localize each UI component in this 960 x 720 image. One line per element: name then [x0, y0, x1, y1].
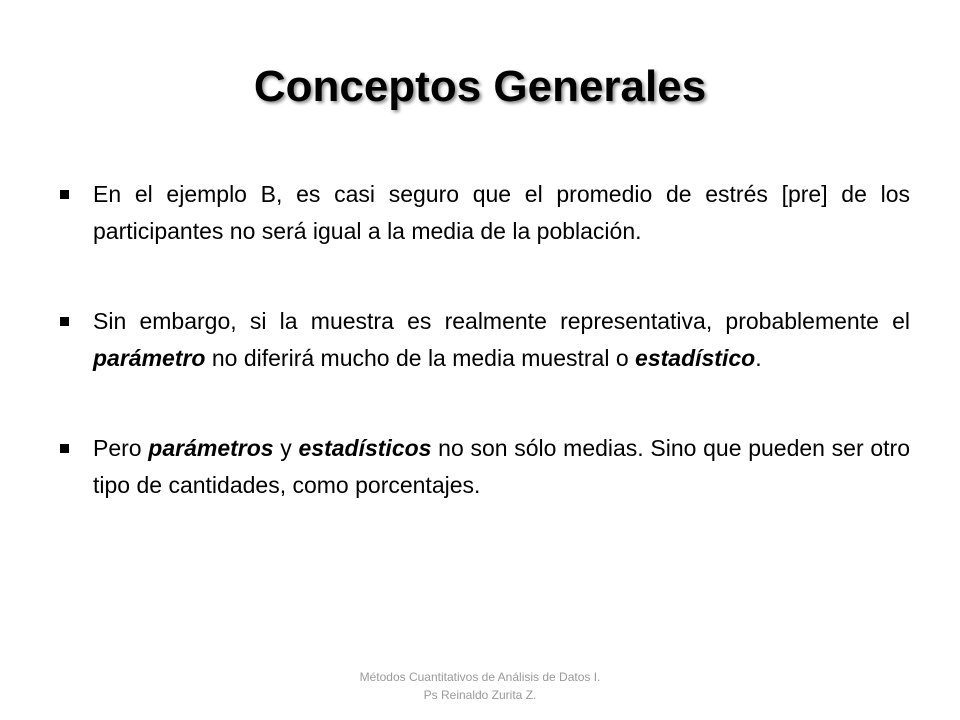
- bullet-item: [88, 176, 910, 250]
- bullet-item: [88, 430, 910, 504]
- emphasized-term: estadísticos: [298, 435, 432, 461]
- footer-course: Métodos Cuantitativos de Análisis de Datos I.: [359, 670, 601, 684]
- emphasized-term: estadístico: [635, 345, 756, 371]
- bullet-list: [88, 176, 910, 557]
- footer-author: Ps Reinaldo Zurita Z.: [423, 688, 537, 702]
- bullet-text: [93, 308, 910, 371]
- emphasized-term: parámetros: [148, 435, 274, 461]
- slide-footer: [0, 668, 960, 704]
- bullet-text-segment: En el ejemplo B, es casi seguro que el promedio de estrés [pre] de los participantes no será igual a la media de la población.: [93, 181, 910, 244]
- bullet-text-segment: Sin embargo, si la muestra es realmente representativa, probablemente el: [93, 308, 910, 334]
- emphasized-term: parámetro: [93, 345, 206, 371]
- square-bullet-icon: [60, 317, 69, 326]
- bullet-text-segment: no diferirá mucho de la media muestral o: [205, 345, 636, 371]
- square-bullet-icon: [60, 190, 69, 199]
- bullet-item: [88, 303, 910, 377]
- square-bullet-icon: [60, 444, 69, 453]
- bullet-text-segment: no son sólo medias. Sino que pueden ser otro tipo de cantidades, como porcentajes.: [93, 435, 910, 498]
- bullet-text-segment: Pero: [93, 435, 149, 461]
- bullet-text: [93, 435, 910, 498]
- bullet-text-segment: y: [273, 435, 299, 461]
- slide-title: Conceptos Generales: [253, 62, 707, 111]
- bullet-text: [93, 181, 910, 244]
- bullet-text-segment: .: [755, 345, 762, 371]
